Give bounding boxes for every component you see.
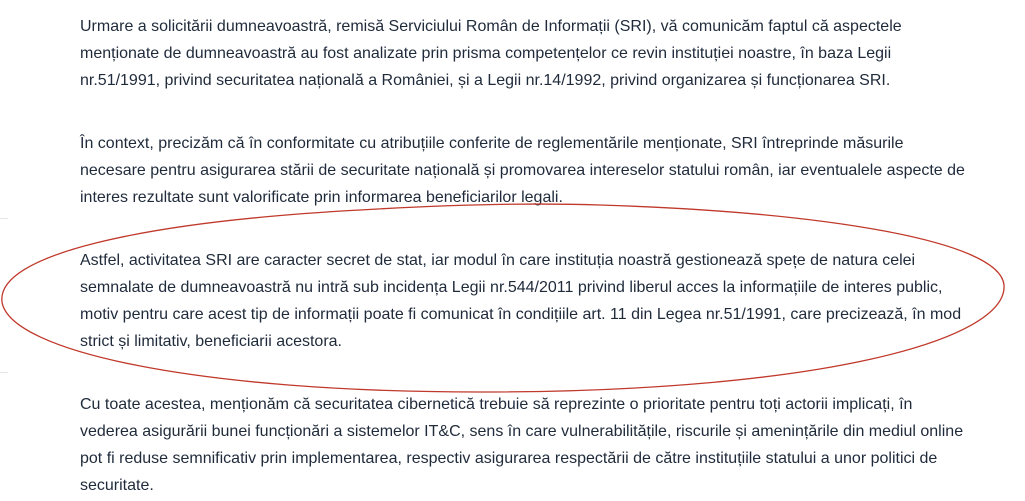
paragraph-secret-status (80, 247, 1025, 355)
paragraph-line: pot fi reduse semnificativ prin implementarea, respectiv asigurarea respectării de către instituțiile statului a unor politici de (80, 450, 938, 467)
paragraph-context (80, 130, 1025, 211)
paragraph-line: Cu toate acestea, menționăm că securitatea cibernetică trebuie să reprezinte o prioritate pentru toți actorii implicați, în (80, 396, 913, 413)
paragraph-line: vederea asigurării bunei funcționări a sistemelor IT&C, sens în care vulnerabilitățile, riscurile și amenințările din mediul online (80, 423, 964, 440)
letter-body (80, 13, 1025, 499)
page-edge-mark (0, 372, 8, 373)
paragraph-line: Astfel, activitatea SRI are caracter secret de stat, iar modul în care instituția noastră gestionează spețe de natura celei (80, 252, 916, 269)
paragraph-line: interes rezultate sunt valorificate prin informarea beneficiarilor legali. (80, 189, 563, 206)
paragraph-line: securitate. (80, 477, 154, 494)
paragraph-line: necesare pentru asigurarea stării de securitate națională și promovarea intereselor statului român, iar eventualele aspecte de (80, 162, 965, 179)
paragraph-line: semnalate de dumneavoastră nu intră sub incidența Legii nr.544/2011 privind liberul acces la informațiile de interes public, (80, 279, 943, 296)
page-edge-mark (0, 218, 8, 219)
paragraph-cybersecurity (80, 391, 1025, 499)
paragraph-line: strict și limitativ, beneficiarii acestora. (80, 333, 342, 350)
paragraph-line: În context, precizăm că în conformitate cu atribuțiile conferite de reglementările menționate, SRI întreprinde măsurile (80, 135, 904, 152)
paragraph-request-response (80, 13, 1025, 94)
paragraph-line: motiv pentru care acest tip de informații poate fi comunicat în condițiile art. 11 din Legea nr.51/1991, care precizează, în mod (80, 306, 962, 323)
paragraph-line: nr.51/1991, privind securitatea națională a României, și a Legii nr.14/1992, privind organizarea și funcționarea SRI. (80, 72, 891, 89)
paragraph-line: menționate de dumneavoastră au fost analizate prin prisma competențelor ce revin instituției noastre, în baza Legii (80, 45, 892, 62)
paragraph-line: Urmare a solicitării dumneavoastră, remisă Serviciului Român de Informații (SRI), vă comunicăm faptul că aspectele (80, 18, 902, 35)
